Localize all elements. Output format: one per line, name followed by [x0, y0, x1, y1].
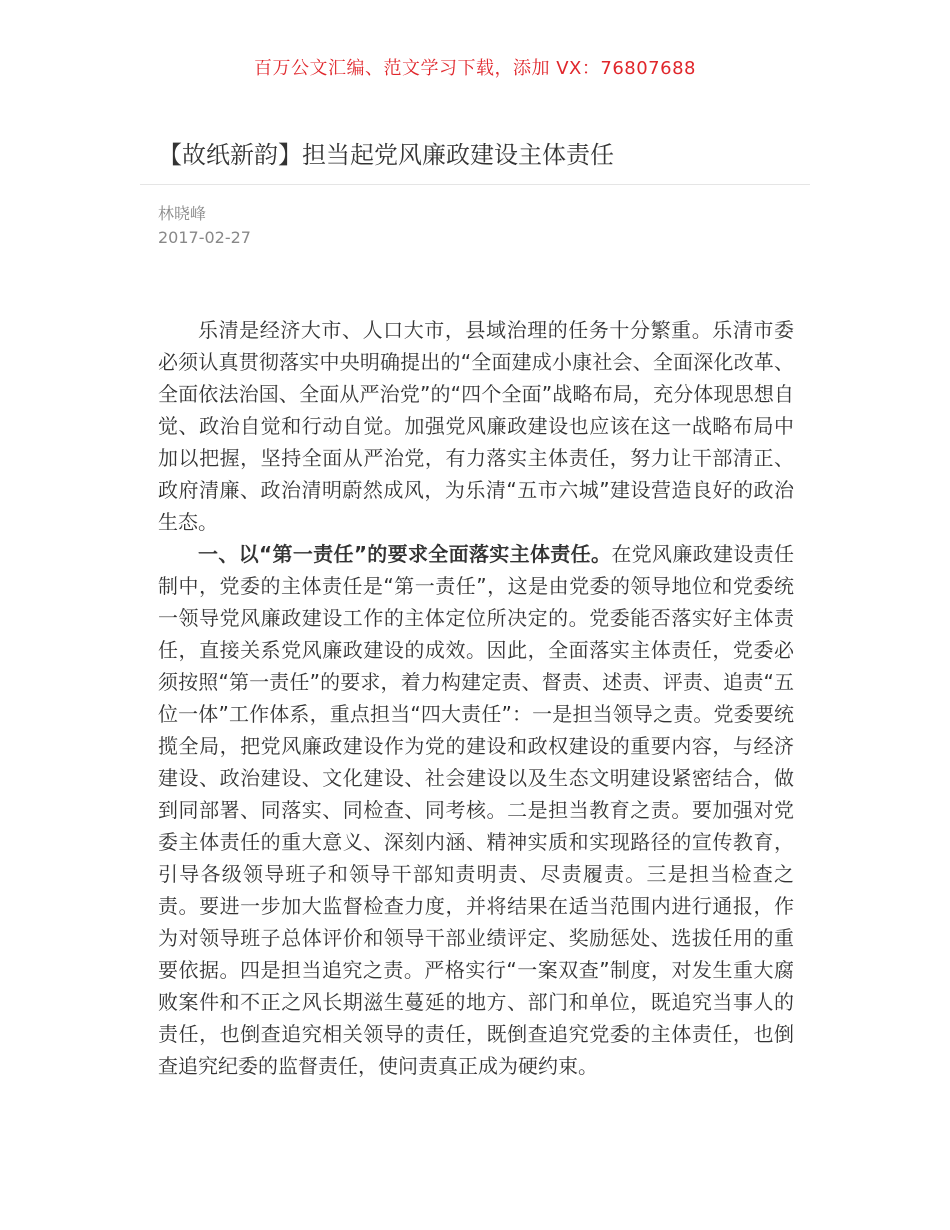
paragraph-intro: 乐清是经济大市、人口大市，县域治理的任务十分繁重。乐清市委必须认真贯彻落实中央明确提出的“全面建成小康社会、全面深化改革、全面依法治国、全面从严治党”的“四个全面”战略布局，充分体现思想自觉、政治自觉和行动自觉。加强党风廉政建设也应该在这一战略布局中加以把握，坚持全面从严治党，有力落实主体责任，努力让干部清正、政府清廉、政治清明蔚然成风，为乐清“五市六城”建设营造良好的政治生态。: [158, 318, 794, 534]
article-body: [158, 314, 794, 1082]
section-1-text: 在党风廉政建设责任制中，党委的主体责任是“第一责任”，这是由党委的领导地位和党委统一领导党风廉政建设工作的主体定位所决定的。党委能否落实好主体责任，直接关系党风廉政建设的成效。因此，全面落实主体责任，党委必须按照“第一责任”的要求，着力构建定责、督责、述责、评责、追责“五位一体”工作体系，重点担当“四大责任”：一是担当领导之责。党委要统揽全局，把党风廉政建设作为党的建设和政权建设的重要内容，与经济建设、政治建设、文化建设、社会建设以及生态文明建设紧密结合，做到同部署、同落实、同检查、同考核。二是担当教育之责。要加强对党委主体责任的重大意义、深刻内涵、精神实质和实现路径的宣传教育，引导各级领导班子和领导干部知责明责、尽责履责。三是担当检查之责。要进一步加大监督检查力度，并将结果在适当范围内进行通报，作为对领导班子总体评价和领导干部业绩评定、奖励惩处、选拔任用的重要依据。四是担当追究之责。严格实行“一案双查”制度，对发生重大腐败案件和不正之风长期滋生蔓延的地方、部门和单位，既追究当事人的责任，也倒查追究相关领导的责任，既倒查追究党委的主体责任，也倒查追究纪委的监督责任，使问责真正成为硬约束。: [158, 542, 795, 1078]
article-title: 【故纸新韵】担当起党风廉政建设主体责任: [158, 141, 614, 169]
title-divider: [140, 184, 810, 185]
section-1-heading: 一、以“第一责任”的要求全面落实主体责任。: [198, 542, 612, 566]
promo-banner: 百万公文汇编、范文学习下载，添加 VX：76807688: [254, 58, 696, 79]
paragraph-section-1: [158, 538, 794, 1082]
article-author: 林晓峰: [158, 204, 207, 223]
article-date: 2017-02-27: [158, 228, 251, 247]
